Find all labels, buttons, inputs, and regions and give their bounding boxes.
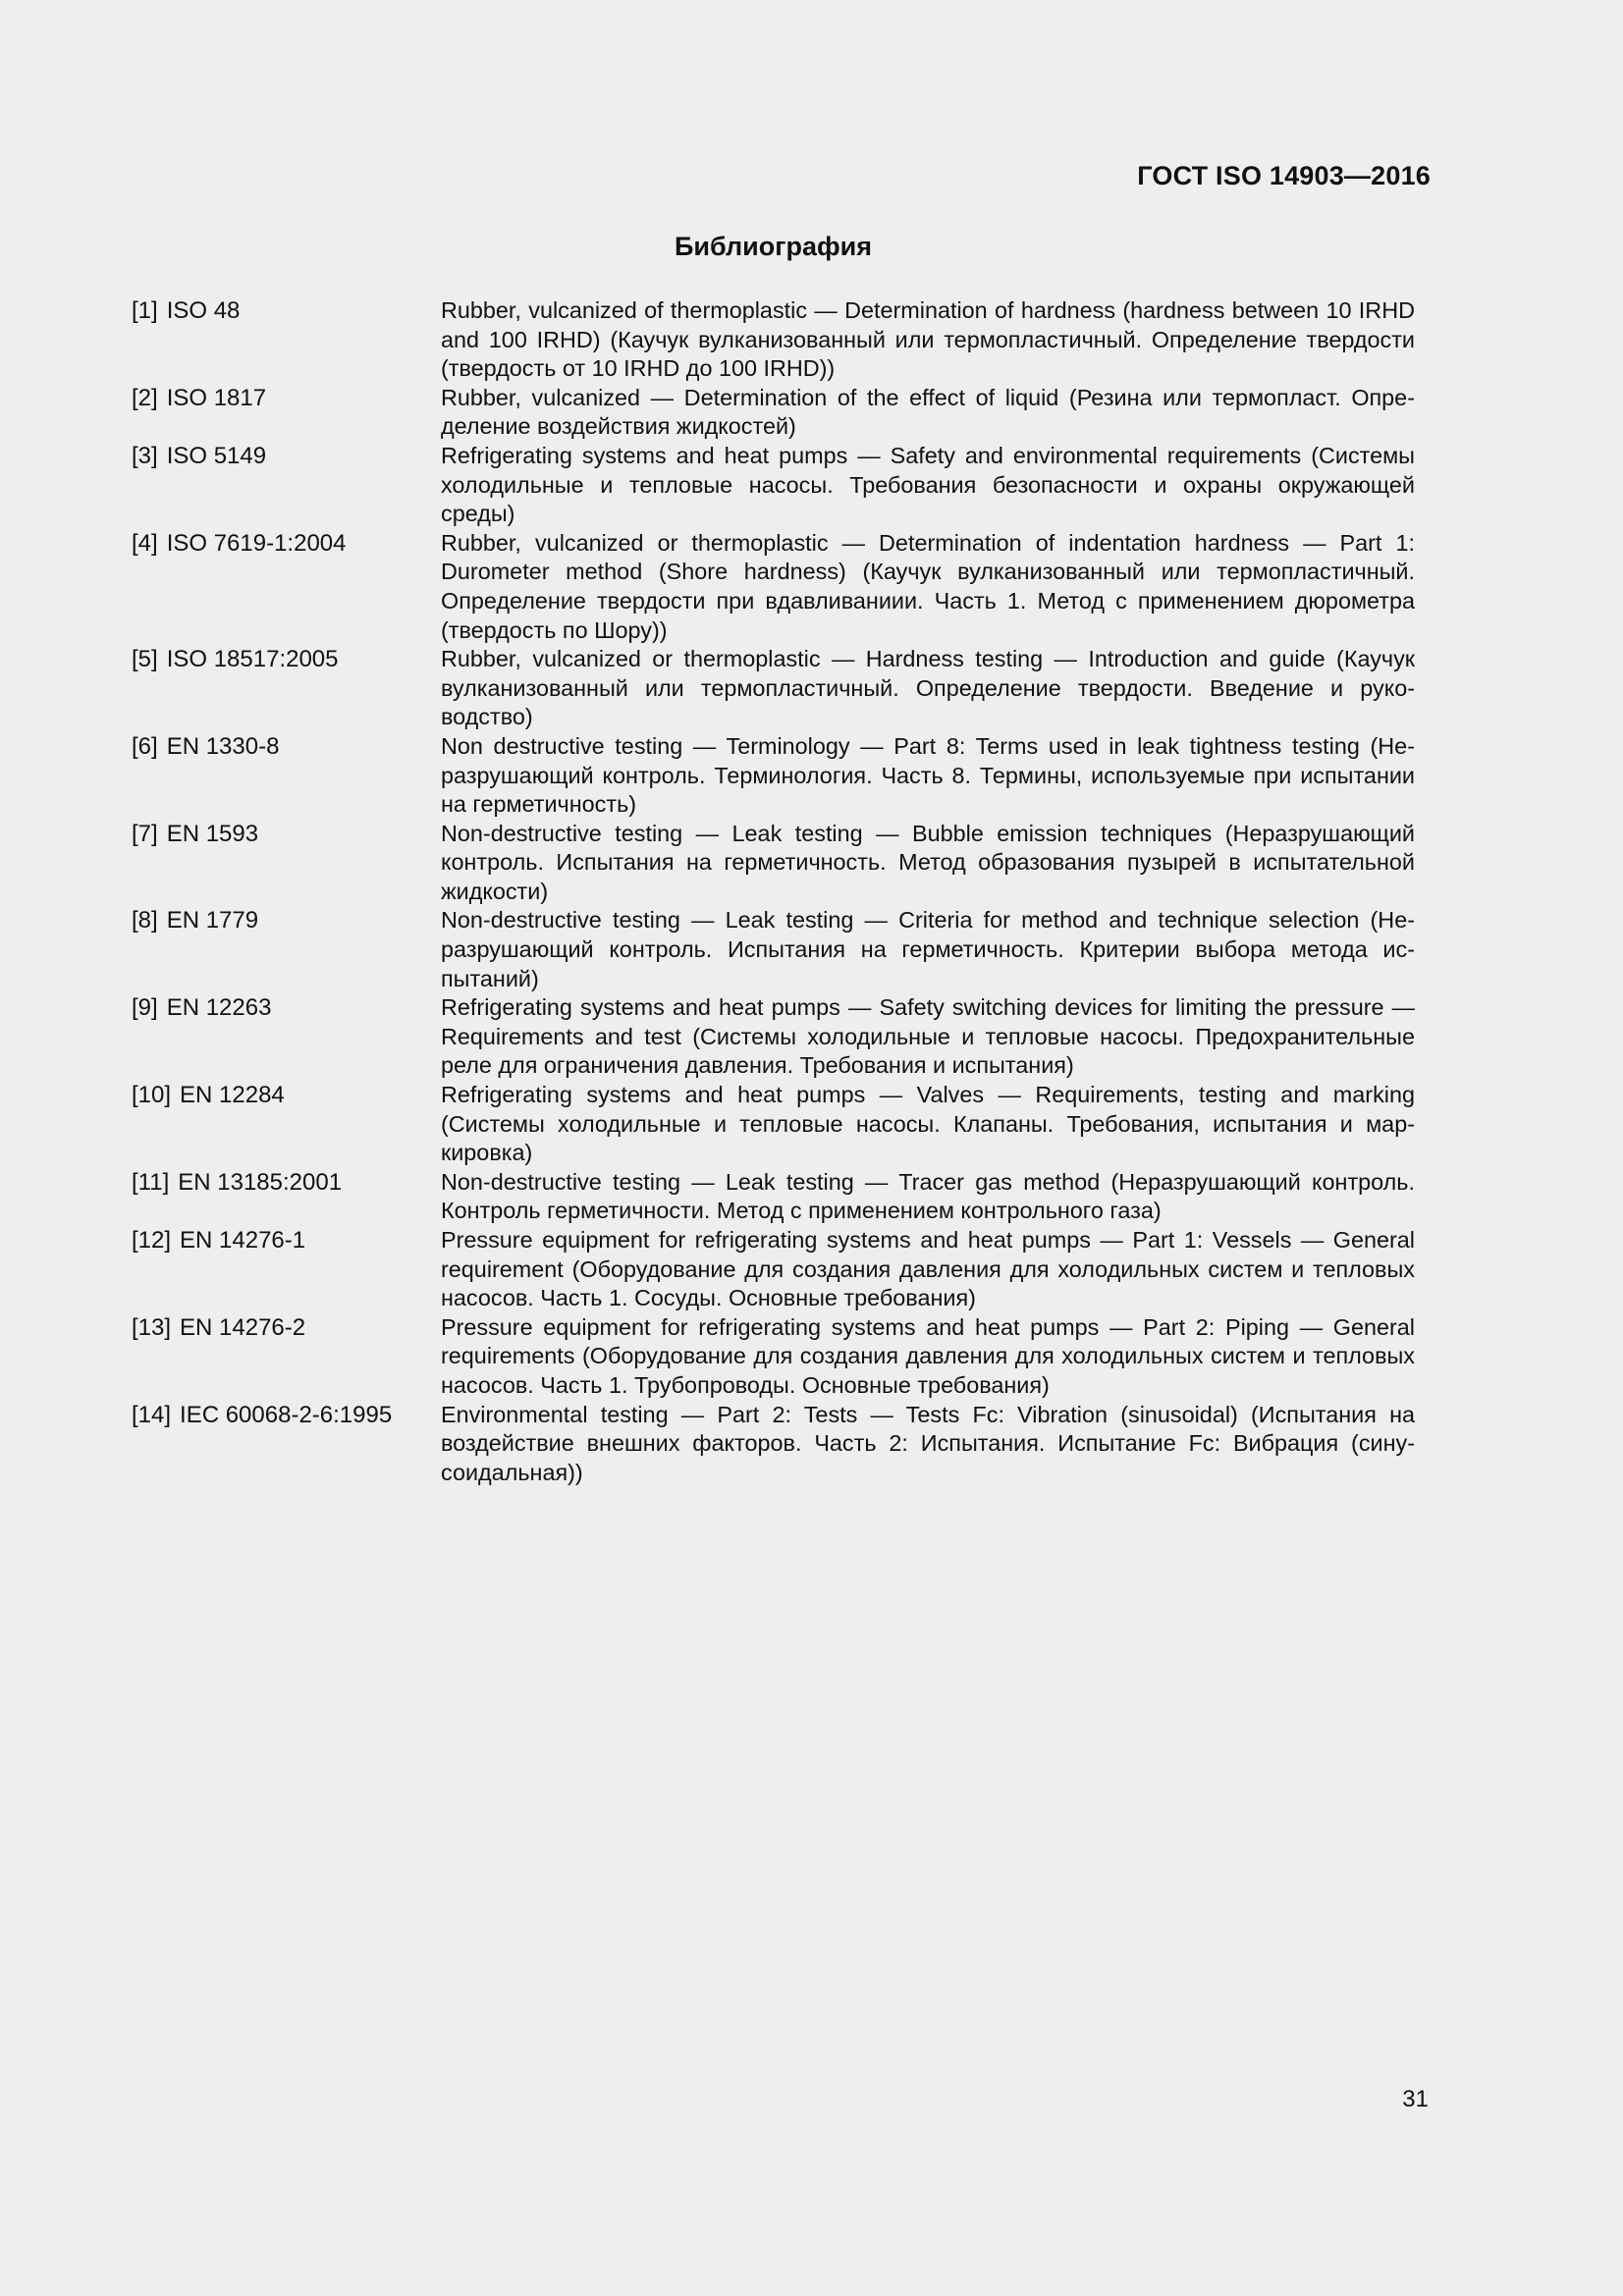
page-title: Библиография <box>675 232 872 261</box>
entry-number: [9] <box>132 994 158 1022</box>
entry-reference <box>132 993 441 1081</box>
entry-description: Rubber, vulcanized of thermoplastic — Determination of hardness (hardness between 10 IRHD and 100 IRHD) (Каучук вулканизованный или термопластичный. Определение твердости (твердость от 10 IRHD до 100 IRHD)) <box>441 297 1415 382</box>
entry-description: Pressure equipment for refrigerating systems and heat pumps — Part 2: Piping — General requirements (Оборудование для создания давления для холодильных систем и тепловых насосов. Часть 1. Трубопроводы. Основные требования) <box>441 1313 1415 1398</box>
entry-description: Refrigerating systems and heat pumps — Valves — Requirements, testing and marking (Системы холодильные и тепловые насосы. Клапаны. Требования, испытания и маркировка) <box>441 1082 1415 1166</box>
bibliography-entry <box>132 906 1415 993</box>
entry-reference <box>132 732 441 820</box>
entry-reference <box>132 906 441 993</box>
bibliography-entry <box>132 1313 1415 1401</box>
entry-reference <box>132 1226 441 1313</box>
entry-standard-id: ISO 5149 <box>166 442 267 469</box>
entry-number: [12] <box>132 1227 172 1254</box>
bibliography-list <box>132 296 1415 1487</box>
entry-reference <box>132 1313 441 1401</box>
entry-description: Rubber, vulcanized or thermoplastic — Hardness testing — Introduction and guide (Каучук вулканизованный или термопластичный. Определение твердости. Введение и руководство) <box>441 646 1415 730</box>
entry-number: [7] <box>132 820 158 847</box>
entry-description: Rubber, vulcanized — Determination of the effect of liquid (Резина или термопласт. Определение воздействия жидкостей) <box>441 384 1415 440</box>
entry-number: [10] <box>132 1082 172 1109</box>
entry-standard-id: EN 12284 <box>180 1082 285 1109</box>
bibliography-entry <box>132 1401 1415 1488</box>
entry-number: [14] <box>132 1401 172 1428</box>
entry-reference <box>132 442 441 529</box>
entry-description: Non-destructive testing — Leak testing — Tracer gas method (Неразрушающий контроль. Контроль герметичности. Метод с применением контрольного газа) <box>441 1168 1415 1224</box>
bibliography-entry <box>132 645 1415 732</box>
entry-standard-id: EN 13185:2001 <box>178 1168 343 1196</box>
entry-description: Refrigerating systems and heat pumps — Safety switching devices for limiting the pressure — Requirements and test (Системы холодильные и тепловые насосы. Предохранительные реле для ограничения давления. Требования и испытания) <box>441 994 1415 1079</box>
entry-standard-id: EN 1779 <box>166 907 259 934</box>
entry-standard-id: EN 12263 <box>166 994 272 1022</box>
entry-standard-id: EN 1330-8 <box>166 732 280 760</box>
bibliography-entry <box>132 1168 1415 1226</box>
entry-reference <box>132 820 441 907</box>
bibliography-entry <box>132 296 1415 384</box>
standard-code: ГОСТ ISO 14903—2016 <box>1137 161 1431 190</box>
bibliography-entry <box>132 384 1415 442</box>
entry-standard-id: ISO 1817 <box>166 384 267 411</box>
entry-number: [8] <box>132 907 158 934</box>
entry-reference <box>132 384 441 442</box>
entry-standard-id: ISO 18517:2005 <box>166 646 339 673</box>
entry-number: [13] <box>132 1313 172 1341</box>
entry-reference <box>132 1401 441 1488</box>
entry-standard-id: ISO 7619-1:2004 <box>166 529 347 557</box>
entry-reference <box>132 529 441 645</box>
entry-description: Non destructive testing — Terminology — Part 8: Terms used in leak tightness testing (Неразрушающий контроль. Терминология. Часть 8. Термины, используемые при испытании на герметичность) <box>441 732 1415 818</box>
bibliography-entry <box>132 442 1415 529</box>
entry-number: [5] <box>132 646 158 673</box>
entry-standard-id: EN 14276-1 <box>180 1227 306 1254</box>
entry-reference <box>132 645 441 732</box>
bibliography-entry <box>132 529 1415 645</box>
bibliography-entry <box>132 732 1415 820</box>
entry-number: [1] <box>132 297 158 324</box>
entry-description: Non-destructive testing — Leak testing — Bubble emission techniques (Неразрушающий контроль. Испытания на герметичность. Метод образования пузырей в испытательной жидкости) <box>441 820 1415 904</box>
bibliography-entry <box>132 1081 1415 1168</box>
bibliography-entry <box>132 993 1415 1081</box>
entry-reference <box>132 1081 441 1168</box>
entry-standard-id: ISO 48 <box>166 297 241 324</box>
entry-number: [4] <box>132 529 158 557</box>
entry-standard-id: EN 14276-2 <box>180 1313 306 1341</box>
entry-number: [3] <box>132 442 158 469</box>
entry-description: Environmental testing — Part 2: Tests — Tests Fc: Vibration (sinusoidal) (Испытания на воздействие внешних факторов. Часть 2: Испытания. Испытание Fc: Вибрация (синусоидальная)) <box>441 1401 1415 1485</box>
entry-standard-id: EN 1593 <box>166 820 259 847</box>
entry-description: Rubber, vulcanized or thermoplastic — Determination of indentation hardness — Part 1: Durometer method (Shore hardness) (Каучук вулканизованный или термопластичный. Определение твердости при вдавливаниии. Часть 1. Метод с применением дюрометра (твердость по Шору)) <box>441 529 1415 643</box>
entry-description: Refrigerating systems and heat pumps — Safety and environmental requirements (Системы холодильные и тепловые насосы. Требования безопасности и охраны окружающей среды) <box>441 442 1415 527</box>
entry-number: [2] <box>132 384 158 411</box>
entry-description: Non-destructive testing — Leak testing — Criteria for method and technique selection (Неразрушающий контроль. Испытания на герметичность. Критерии выбора метода испытаний) <box>441 907 1415 991</box>
entry-number: [6] <box>132 732 158 760</box>
entry-reference <box>132 296 441 384</box>
entry-reference <box>132 1168 441 1226</box>
bibliography-entry <box>132 1226 1415 1313</box>
entry-number: [11] <box>132 1168 170 1196</box>
entry-description: Pressure equipment for refrigerating systems and heat pumps — Part 1: Vessels — General requirement (Оборудование для создания давления для холодильных систем и тепловых насосов. Часть 1. Сосуды. Основные требования) <box>441 1227 1415 1311</box>
bibliography-entry <box>132 820 1415 907</box>
entry-standard-id: IEC 60068-2-6:1995 <box>180 1401 393 1428</box>
page-number: 31 <box>1402 2086 1429 2112</box>
